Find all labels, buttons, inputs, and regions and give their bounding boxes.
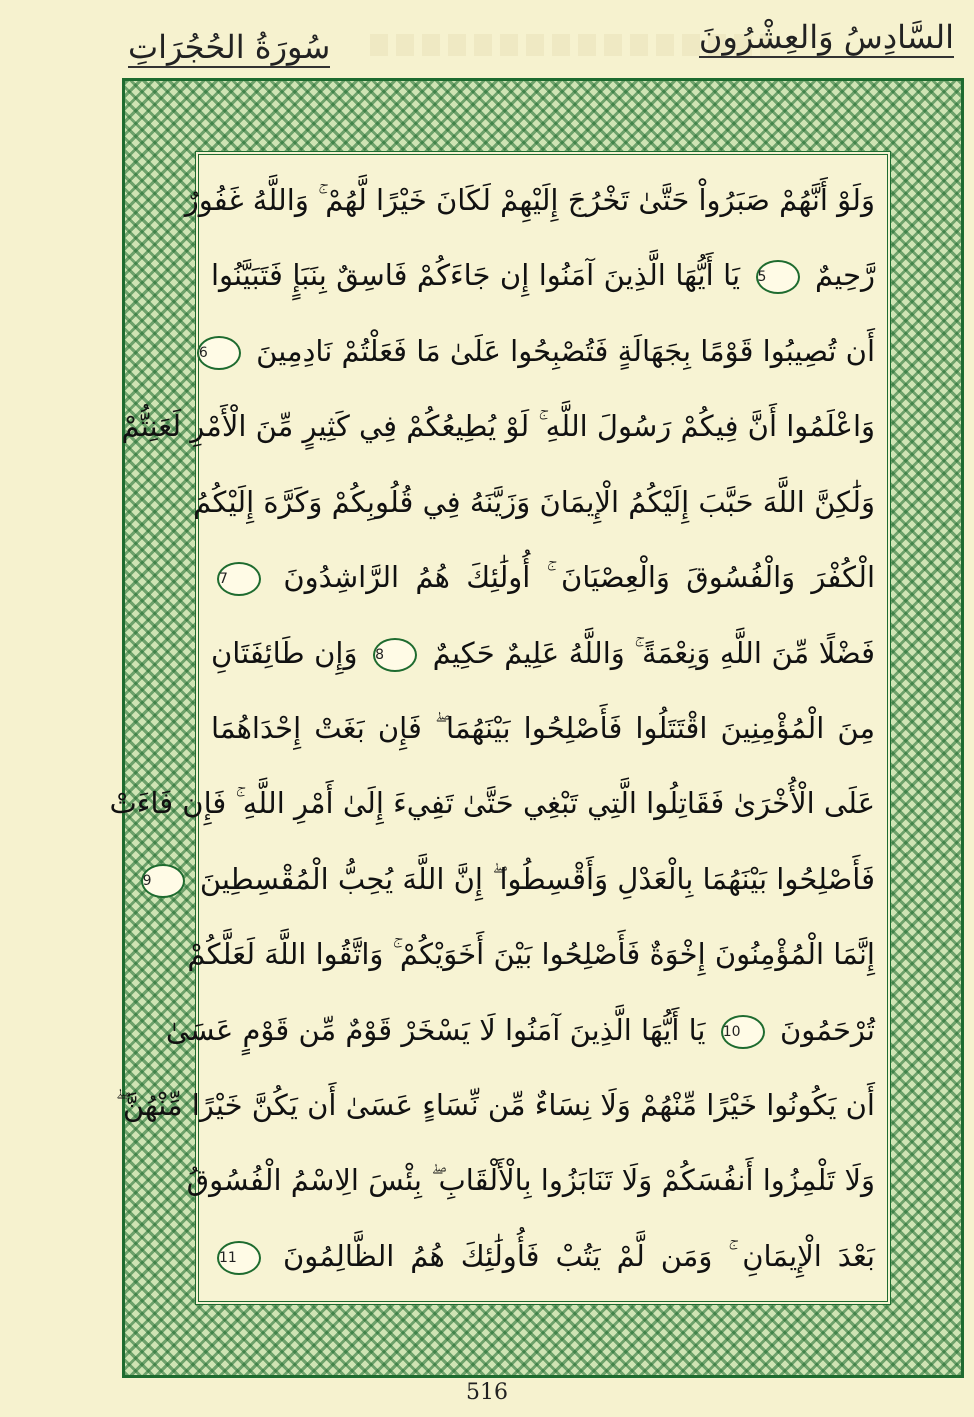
line-text: رَّحِيمٌ bbox=[815, 258, 876, 293]
ayah-number-marker: 8 bbox=[373, 638, 417, 672]
line-text: مِنَ الْمُؤْمِنِينَ اقْتَتَلُوا فَأَصْلِحُوا بَيْنَهُمَا ۖ فَإِن بَغَتْ إِحْدَاهُمَا bbox=[211, 710, 875, 745]
ayah-number-marker: 6 bbox=[197, 336, 241, 370]
ayah-number-marker: 11 bbox=[217, 1241, 261, 1275]
ayah-line-4 bbox=[121, 397, 875, 455]
ayah-line-10 bbox=[142, 850, 875, 908]
line-text: أَن يَكُونُوا خَيْرًا مِّنْهُمْ وَلَا نِسَاءٌ مِّن نِّسَاءٍ عَسَىٰ أَن يَكُنَّ خَيْرًا مِّنْهُنَّ ۖ bbox=[115, 1088, 875, 1123]
ayah-lines bbox=[109, 171, 876, 1285]
ayah-number-marker: 7 bbox=[217, 562, 261, 596]
line-text: وَلَوْ أَنَّهُمْ صَبَرُواْ حَتَّىٰ تَخْرُجَ إِلَيْهِمْ لَكَانَ خَيْرًا لَّهُمْ ۚ وَاللَّهُ غَفُورٌ bbox=[184, 183, 875, 217]
page-number: 516 bbox=[466, 1380, 508, 1405]
ayah-line-15 bbox=[211, 1227, 875, 1285]
ayah-line-8 bbox=[211, 699, 875, 757]
ayah-line-1 bbox=[184, 171, 875, 229]
line-text: تُرْحَمُونَ bbox=[779, 1012, 875, 1047]
ayah-line-5 bbox=[193, 473, 875, 531]
ayah-line-13 bbox=[115, 1076, 875, 1134]
line-text: وَلَٰكِنَّ اللَّهَ حَبَّبَ إِلَيْكُمُ الْإِيمَانَ وَزَيَّنَهُ فِي قُلُوبِكُمْ وَكَرَّهَ إِلَيْكُمُ bbox=[193, 484, 875, 519]
ayah-number-marker: 5 bbox=[756, 260, 800, 294]
line-text-after: يَا أَيُّهَا الَّذِينَ آمَنُوا لَا يَسْخَرْ قَوْمٌ مِّن قَوْمٍ عَسَىٰ bbox=[165, 1012, 706, 1047]
surah-name: سُورَةُ الحُجُرَاتِ bbox=[128, 28, 331, 66]
line-text: وَلَا تَلْمِزُوا أَنفُسَكُمْ وَلَا تَنَابَزُوا بِالْأَلْقَابِ ۖ بِئْسَ الِاسْمُ الْفُسُوقُ bbox=[186, 1163, 875, 1198]
line-text: الْكُفْرَ وَالْفُسُوقَ وَالْعِصْيَانَ ۚ أُولَٰئِكَ هُمُ الرَّاشِدُونَ bbox=[283, 560, 876, 595]
line-text: بَعْدَ الْإِيمَانِ ۚ وَمَن لَّمْ يَتُبْ فَأُولَٰئِكَ هُمُ الظَّالِمُونَ bbox=[282, 1238, 876, 1273]
line-text: فَضْلًا مِّنَ اللَّهِ وَنِعْمَةً ۚ وَاللَّهُ عَلِيمٌ حَكِيمٌ bbox=[432, 635, 876, 670]
line-text: عَلَى الْأُخْرَىٰ فَقَاتِلُوا الَّتِي تَبْغِي حَتَّىٰ تَفِيءَ إِلَىٰ أَمْرِ اللَّهِ ۚ فَإِن فَاءَتْ bbox=[109, 786, 875, 821]
ayah-line-7 bbox=[211, 624, 875, 682]
ayah-line-12 bbox=[165, 1001, 875, 1059]
decorative-frame bbox=[109, 78, 964, 1378]
ayah-number-marker: 10 bbox=[721, 1015, 765, 1049]
ayah-line-14 bbox=[186, 1151, 875, 1209]
juz-name: السَّادِسُ وَالعِشْرُونَ bbox=[698, 18, 954, 56]
line-text: وَاعْلَمُوا أَنَّ فِيكُمْ رَسُولَ اللَّهِ ۚ لَوْ يُطِيعُكُمْ فِي كَثِيرٍ مِّنَ الْأَمْرِ لَعَنِتُّمْ bbox=[121, 409, 875, 444]
ayah-line-6 bbox=[211, 548, 875, 606]
ayah-line-11 bbox=[187, 925, 875, 983]
line-text-after: يَا أَيُّهَا الَّذِينَ آمَنُوا إِن جَاءَكُمْ فَاسِقٌ بِنَبَإٍ فَتَبَيَّنُوا bbox=[211, 258, 741, 293]
line-text-after: وَإِن طَائِفَتَانِ bbox=[211, 635, 358, 670]
page-header bbox=[0, 0, 974, 80]
ayah-line-9 bbox=[109, 774, 875, 832]
line-text: أَن تُصِيبُوا قَوْمًا بِجَهَالَةٍ فَتُصْبِحُوا عَلَىٰ مَا فَعَلْتُمْ نَادِمِينَ bbox=[256, 333, 875, 368]
text-panel bbox=[109, 151, 891, 1305]
ayah-number-marker: 9 bbox=[141, 864, 185, 898]
ayah-line-3 bbox=[198, 322, 875, 380]
line-text: فَأَصْلِحُوا بَيْنَهُمَا بِالْعَدْلِ وَأَقْسِطُوا ۖ إِنَّ اللَّهَ يُحِبُّ الْمُقْسِطِينَ bbox=[199, 861, 875, 896]
ayah-line-2 bbox=[211, 246, 875, 304]
line-text: إِنَّمَا الْمُؤْمِنُونَ إِخْوَةٌ فَأَصْلِحُوا بَيْنَ أَخَوَيْكُمْ ۚ وَاتَّقُوا اللَّهَ لَعَلَّكُمْ bbox=[187, 937, 875, 972]
